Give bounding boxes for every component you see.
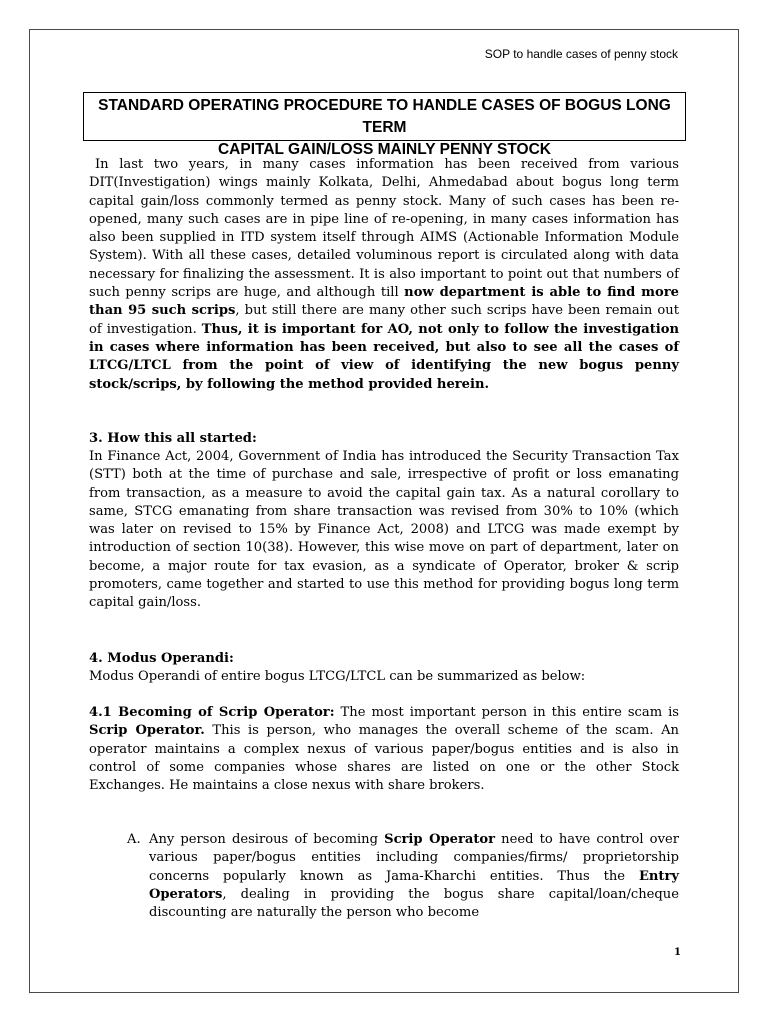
scrip-operator-bold: Scrip Operator. bbox=[89, 723, 205, 739]
section-3-heading: 3. How this all started: bbox=[89, 431, 257, 446]
page-number: 1 bbox=[674, 947, 681, 958]
title-line-1: STANDARD OPERATING PROCEDURE TO HANDLE CASES OF BOGUS LONG TERM bbox=[98, 97, 671, 136]
section-3-paragraph: In Finance Act, 2004, Government of India has introduced the Security Transaction Tax (STT) both at the time of purchase and sale, irrespective of profit or loss emanating from transaction, as a measure to avoid the capital gain tax. As a natural corollary to same, STCG emanating from share transaction was revised from 30% to 10% (which was later on revised to 15% by Finance Act, 2008) and LTCG was made exempt by introduction of section 10(38). However, this wise move on part of department, later on become, a major route for tax evasion, as a syndicate of Operator, broker & scrip promoters, came together and started to use this method for providing bogus long term capital gain/loss. bbox=[89, 449, 679, 611]
section-4-paragraph: Modus Operandi of entire bogus LTCG/LTCL can be summarized as below: bbox=[89, 669, 586, 684]
running-header: SOP to handle cases of penny stock bbox=[484, 47, 678, 61]
intro-bold-1: now department is able to find more than 95 such scrips bbox=[89, 285, 679, 319]
section-4-1-heading: 4.1 Becoming of Scrip Operator: bbox=[89, 705, 335, 720]
list-item-a bbox=[127, 831, 679, 922]
list-marker: A. bbox=[127, 832, 141, 847]
intro-paragraph: In last two years, in many cases information has been received from various DIT(Investigation) wings mainly Kolkata, Delhi, Ahmedabad about bogus long term capital gain/loss commonly termed as penny stock. Many of such cases has been re-opened, many such cases are in pipe line of re-opening, in many cases information has also been supplied in ITD system itself through AIMS (Actionable Information Module System). With all these cases, detailed voluminous report is circulated along with data necessary for finalizing the assessment. It is also important to point out that numbers of such penny scrips are huge, and although till now department is able to find more than 95 such scrips, but still there are many other such scrips have been remain out of investigation. Thus, it is important for AO, not only to follow the investigation in cases where information has been received, but also to see all the cases of LTCG/LTCL from the point of view of identifying the new bogus penny stock/scrips, by following the method provided herein. bbox=[89, 157, 679, 392]
intro-bold-2: Thus, it is important for AO, not only to follow the investigation in cases where information has been received, but also to see all the cases of LTCG/LTCL from the point of view of identifying the new bogus penny stock/scrips, by following the method provided herein. bbox=[89, 321, 679, 392]
list-item-text: Any person desirous of becoming Scrip Operator need to have control over various paper/bogus entities including companies/firms/ proprietorship concerns popularly known as Jama-Kharchi entities. Thus the Entry Operators, dealing in providing the bogus share capital/loan/cheque discounting are naturally the person who become bbox=[149, 832, 679, 921]
title-line-2: CAPITAL GAIN/LOSS MAINLY PENNY STOCK bbox=[217, 141, 551, 158]
section-4-1-paragraph: 4.1 Becoming of Scrip Operator: The most important person in this entire scam is Scrip Operator. This is person, who manages the overall scheme of the scam. An operator maintains a complex nexus of various paper/bogus entities and is also in control of some companies whose shares are listed on one or the other Stock Exchanges. He maintains a close nexus with share brokers. bbox=[89, 705, 680, 794]
document-title bbox=[83, 92, 686, 158]
section-4-heading: 4. Modus Operandi: bbox=[89, 651, 234, 666]
